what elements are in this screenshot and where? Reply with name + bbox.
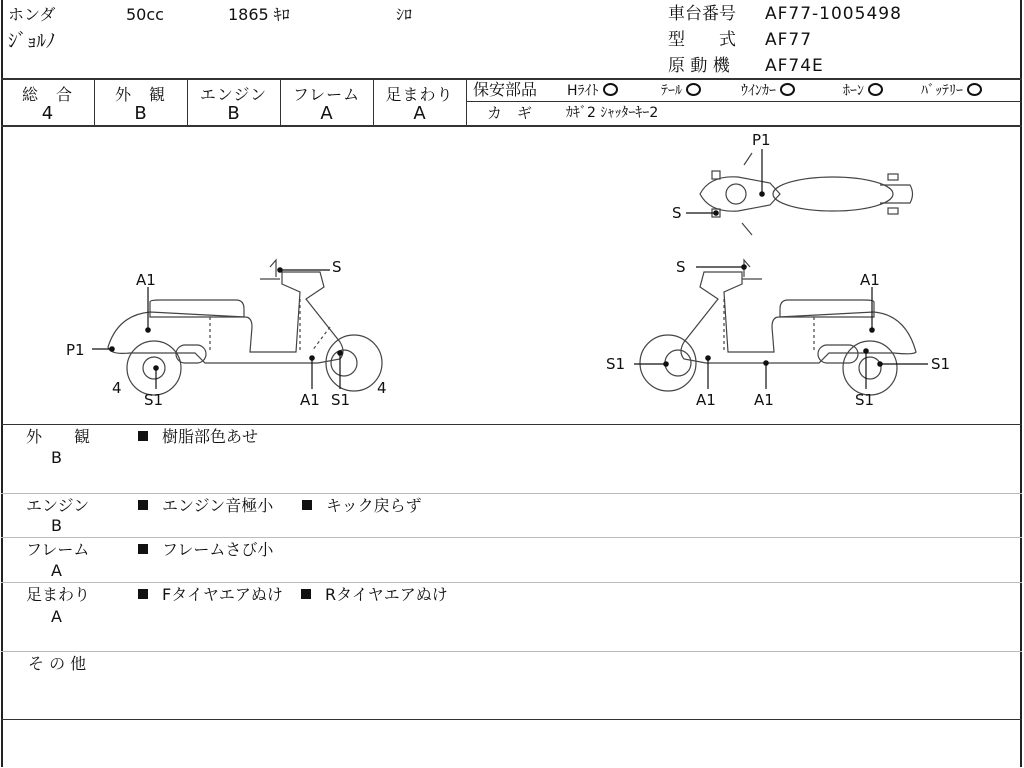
- grade-label: 外 観: [114, 85, 166, 104]
- divider: [1, 582, 1022, 583]
- seat-top: [773, 177, 893, 211]
- note-item-text: フレームさび小: [162, 540, 274, 559]
- grade-suspension: [373, 80, 466, 126]
- divider: [1, 424, 1022, 425]
- diag-label-s1: S1: [144, 391, 164, 409]
- safety-item-name: ｳｲﾝｶｰ: [741, 83, 776, 99]
- grade-label: 足まわり: [385, 85, 454, 104]
- safety-item-name: ﾎｰﾝ: [843, 83, 864, 99]
- type-value: AF77: [765, 30, 813, 50]
- diag-label-a1: A1: [860, 271, 880, 289]
- diag-label-p1: P1: [752, 131, 771, 149]
- diag-label-s1: S1: [931, 355, 951, 373]
- note-item: [138, 429, 258, 445]
- grade-label: 総 合: [21, 85, 73, 104]
- tail-top: [880, 185, 913, 203]
- diag-label-4: 4: [377, 379, 387, 397]
- engine-label: 原 動 機: [668, 56, 730, 76]
- diag-label-4: 4: [112, 379, 122, 397]
- displacement: 50cc: [126, 5, 164, 24]
- note-item-text: エンジン音極小: [162, 496, 274, 515]
- diag-label-s: S: [332, 258, 342, 276]
- diag-label-s: S: [676, 258, 686, 276]
- diag-label-p1: P1: [66, 341, 85, 359]
- grade-value: B: [227, 103, 240, 124]
- divider: [467, 101, 1022, 102]
- grade-value: A: [413, 103, 426, 124]
- key-label: カ ギ: [487, 104, 533, 122]
- note-item: [301, 587, 448, 603]
- frame-no-label: 車台番号: [668, 4, 736, 24]
- panel-line: [724, 299, 814, 351]
- safety-item-name: ﾊﾞｯﾃﾘｰ: [921, 83, 963, 99]
- damage-diagram: [0, 127, 1024, 425]
- note-label: そ の 他: [28, 654, 87, 673]
- bullet-square-icon: [138, 544, 148, 554]
- divider: [1, 651, 1022, 652]
- winker-top: [888, 208, 898, 214]
- ok-circle-icon: [967, 83, 982, 96]
- model-name: ｼﾞｮﾙﾉ: [8, 30, 56, 52]
- note-item-text: キック戻らず: [326, 496, 422, 515]
- diag-label-s: S: [672, 204, 682, 222]
- safety-item-headlight: [567, 83, 618, 98]
- bullet-square-icon: [302, 500, 312, 510]
- ok-circle-icon: [780, 83, 795, 96]
- note-grade: A: [51, 561, 62, 580]
- grade-label: フレーム: [292, 85, 361, 104]
- note-label: 足まわり: [26, 585, 91, 604]
- note-grade: B: [51, 448, 62, 467]
- note-item: [138, 498, 273, 514]
- safety-item-battery: [921, 83, 982, 98]
- front-body-top: [700, 177, 780, 211]
- front-hub: [331, 350, 357, 376]
- divider: [1, 537, 1022, 538]
- type-label: 型 式: [668, 30, 736, 50]
- grade-exterior: [94, 80, 187, 126]
- note-item: [302, 498, 422, 514]
- safety-item-horn: [843, 83, 883, 98]
- divider: [1, 719, 1022, 720]
- diag-label-s1: S1: [855, 391, 875, 409]
- note-grade: B: [51, 516, 62, 535]
- divider: [466, 79, 467, 126]
- scooter-top-view: [700, 153, 913, 235]
- safety-item-winker: [741, 83, 795, 98]
- note-label: エンジン: [26, 496, 90, 515]
- bullet-square-icon: [138, 589, 148, 599]
- front-hub: [665, 350, 691, 376]
- maker: ホンダ: [8, 5, 56, 24]
- note-item-text: Fタイヤエアぬけ: [162, 585, 283, 604]
- mirror-top: [712, 171, 720, 179]
- diag-label-a1: A1: [136, 271, 156, 289]
- front-wheel: [326, 335, 382, 391]
- diag-label-s1: S1: [331, 391, 351, 409]
- color: ｼﾛ: [396, 5, 413, 24]
- grade-value: B: [134, 103, 147, 124]
- frame-no: AF77-1005498: [765, 4, 902, 24]
- handlebar: [260, 260, 280, 279]
- note-label: フレーム: [26, 540, 90, 559]
- winker-top: [888, 174, 898, 180]
- meter-top: [726, 184, 746, 204]
- note-item-text: 樹脂部色あせ: [162, 427, 259, 446]
- grade-label: エンジン: [199, 85, 268, 104]
- grade-frame: [280, 80, 373, 126]
- diag-label-a1: A1: [696, 391, 716, 409]
- mileage: 1865 ｷﾛ: [228, 5, 290, 24]
- key-value: ｶｷﾞ2 ｼｬｯﾀｰｷｰ2: [566, 105, 659, 121]
- rear-wheel: [843, 341, 897, 395]
- rear-hub: [859, 357, 881, 379]
- safety-item-name: Hﾗｲﾄ: [567, 83, 599, 99]
- note-item: [138, 542, 273, 558]
- handle-top: [742, 153, 752, 235]
- engine-value: AF74E: [765, 56, 824, 76]
- diag-label-s1: S1: [606, 355, 626, 373]
- note-item-text: Rタイヤエアぬけ: [325, 585, 448, 604]
- note-grade: A: [51, 607, 62, 626]
- grade-engine: [187, 80, 280, 126]
- divider: [1, 493, 1022, 494]
- safety-item-tail: [661, 83, 701, 98]
- bullet-square-icon: [138, 431, 148, 441]
- ok-circle-icon: [686, 83, 701, 96]
- safety-item-name: ﾃｰﾙ: [661, 83, 682, 99]
- ok-circle-icon: [603, 83, 618, 96]
- safety-label: 保安部品: [473, 80, 538, 99]
- grade-overall: [1, 80, 94, 126]
- grade-value: 4: [41, 103, 54, 124]
- bullet-square-icon: [138, 500, 148, 510]
- bullet-square-icon: [301, 589, 311, 599]
- diag-label-a1: A1: [300, 391, 320, 409]
- note-item: [138, 587, 283, 603]
- ok-circle-icon: [868, 83, 883, 96]
- diag-label-a1: A1: [754, 391, 774, 409]
- note-label: 外 観: [26, 427, 91, 446]
- grade-value: A: [320, 103, 333, 124]
